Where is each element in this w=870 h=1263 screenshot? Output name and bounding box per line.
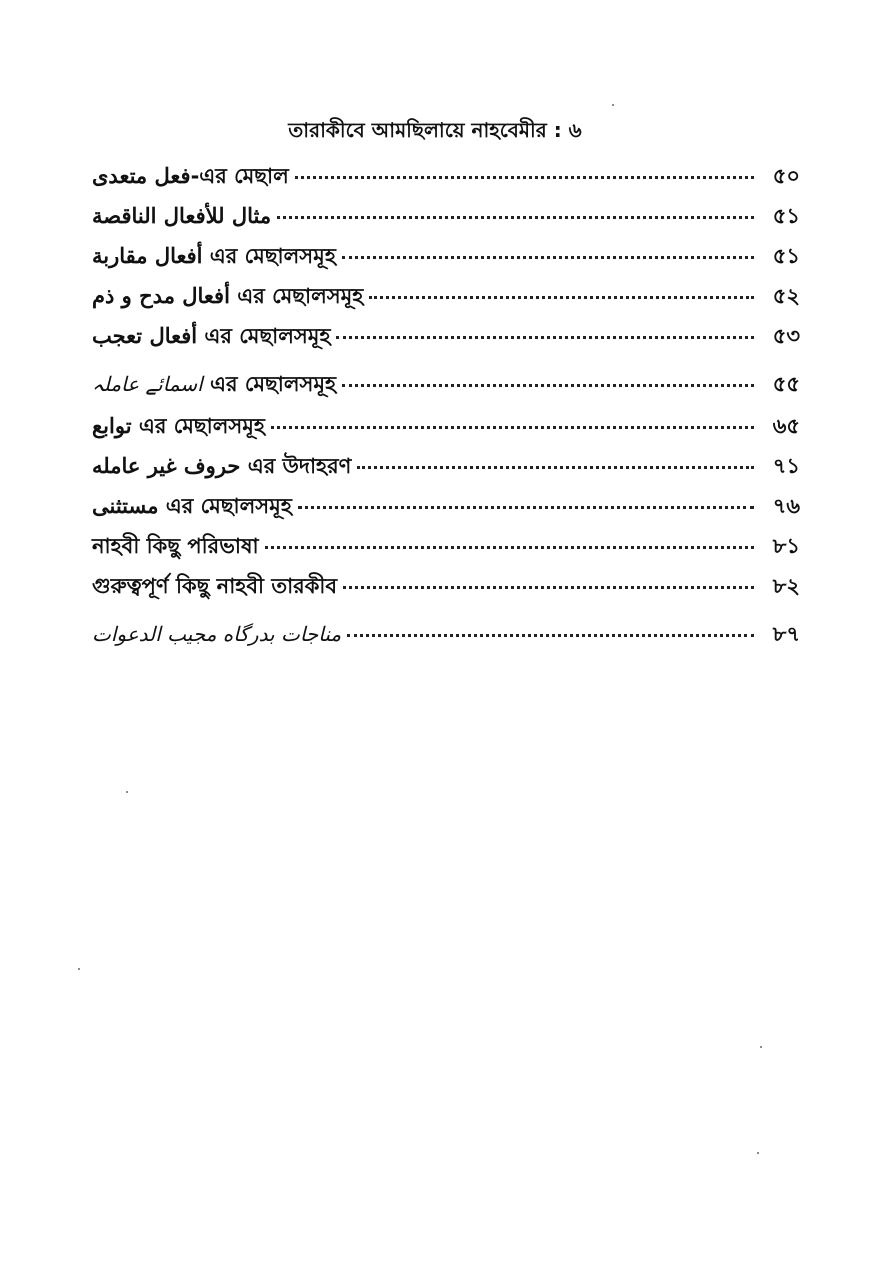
dot-leader	[369, 296, 754, 299]
arabic-term: فعل متعدى	[92, 163, 191, 188]
dot-leader	[336, 336, 754, 339]
toc-entry-title	[92, 570, 337, 605]
page-number: ৭৬	[772, 494, 800, 518]
dot-leader	[342, 256, 754, 259]
toc-entry-title	[92, 450, 351, 485]
bengali-text: এর মেছালসমূহ	[197, 324, 331, 348]
toc-row	[92, 280, 800, 320]
toc-entry-title	[92, 160, 289, 195]
page-number: ৭১	[772, 454, 800, 478]
table-of-contents	[92, 160, 800, 660]
dot-leader	[342, 384, 754, 387]
dot-leader	[295, 176, 754, 179]
toc-row	[92, 200, 800, 240]
page-number: ৮৭	[772, 622, 800, 646]
toc-entry-title	[92, 368, 336, 403]
toc-entry-title	[92, 622, 341, 646]
toc-entry-title	[92, 320, 330, 355]
toc-entry-title	[92, 530, 259, 565]
page-number: ৬৫	[772, 414, 800, 438]
arabic-term: أفعال مدح و ذم	[92, 283, 230, 308]
bengali-text: এর মেছালসমূহ	[158, 494, 292, 518]
toc-row	[92, 530, 800, 570]
page-number: ৫১	[772, 244, 800, 268]
arabic-term: توابع	[92, 413, 132, 438]
toc-row	[92, 240, 800, 280]
dot-leader	[271, 426, 754, 429]
toc-entry-title	[92, 203, 271, 228]
page-number: ৫১	[772, 204, 800, 228]
toc-entry-title	[92, 280, 363, 315]
scan-speck	[612, 104, 614, 106]
dot-leader	[343, 586, 754, 589]
scan-speck	[760, 1046, 762, 1048]
dot-leader	[357, 466, 754, 469]
scan-speck	[78, 968, 80, 970]
bengali-text: এর মেছালসমূহ	[202, 372, 337, 396]
page-number: ৫২	[772, 284, 800, 308]
arabic-term: حروف غير عامله	[92, 453, 241, 478]
toc-row	[92, 450, 800, 490]
bengali-text: -এর মেছাল	[190, 164, 289, 188]
toc-row	[92, 490, 800, 530]
arabic-term: أفعال مقاربة	[92, 243, 203, 268]
toc-row	[92, 610, 800, 660]
page-number: ৮১	[772, 534, 800, 558]
toc-row	[92, 160, 800, 200]
scan-speck	[757, 1152, 759, 1154]
page-number: ৮২	[772, 574, 800, 598]
toc-row	[92, 410, 800, 450]
bengali-text: এর মেছালসমূহ	[229, 284, 364, 308]
arabic-term: مثال للأفعال الناقصة	[92, 203, 272, 228]
toc-row	[92, 570, 800, 610]
toc-entry-title	[92, 410, 265, 445]
toc-entry-title	[92, 490, 292, 525]
arabic-term: أفعال تعجب	[92, 323, 198, 348]
arabic-term: مستثنى	[92, 493, 159, 518]
bengali-text: এর মেছালসমূহ	[131, 414, 265, 438]
bengali-text: এর উদাহরণ	[240, 454, 352, 478]
dot-leader	[347, 634, 754, 637]
bengali-text: নাহবী কিছু পরিভাষা	[92, 534, 259, 558]
dot-leader	[277, 216, 754, 219]
page-number: ৫৩	[772, 324, 800, 348]
toc-entry-title	[92, 240, 336, 275]
toc-row	[92, 320, 800, 360]
page-header: তারাকীবে আমছিলায়ে নাহবেমীর : ৬	[288, 118, 582, 142]
page-number: ৫০	[772, 164, 800, 188]
scan-speck	[126, 791, 128, 793]
arabic-term: مناجات بدرگاه مجيب الدعوات	[92, 622, 342, 646]
toc-row	[92, 360, 800, 410]
bengali-text: এর মেছালসমূহ	[202, 244, 336, 268]
arabic-term: اسمائے عاملہ	[92, 372, 203, 396]
bengali-text: গুরুত্বপূর্ণ কিছু নাহবী তারকীব	[92, 574, 338, 598]
dot-leader	[298, 506, 754, 509]
dot-leader	[265, 546, 754, 549]
page-number: ৫৫	[772, 372, 800, 396]
